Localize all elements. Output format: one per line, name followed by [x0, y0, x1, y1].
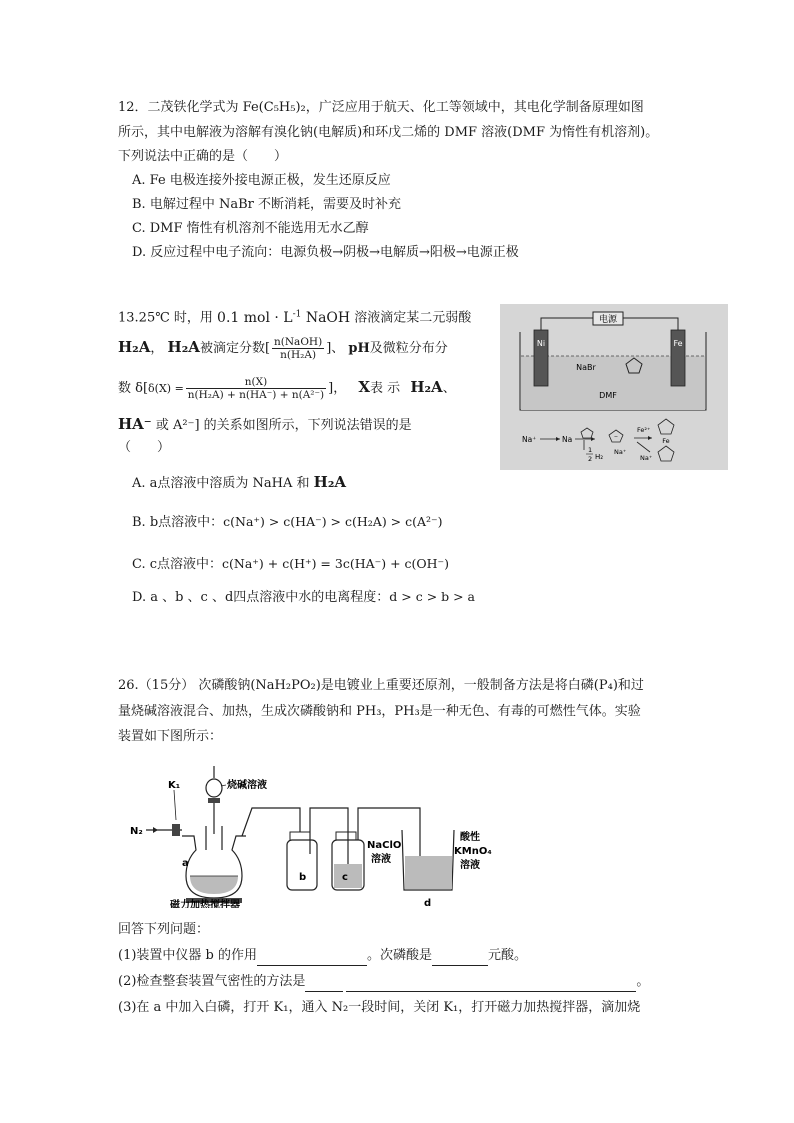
label-c: c: [342, 872, 348, 883]
q13-fraction-2: [186, 376, 326, 401]
q26-p1b: 。次磷酸是: [367, 948, 433, 963]
funnel-stopcock-icon: [208, 798, 220, 803]
dmf-label: DMF: [599, 391, 617, 400]
q13-optD-text: D. a 、b 、c 、d四点溶液中水的电离程度：: [132, 590, 390, 605]
q13-optA-text: A. a点溶液中溶质为 NaHA 和: [132, 476, 314, 491]
q13-l3c: ]，: [328, 381, 347, 396]
q26-p1-blank-2[interactable]: [432, 951, 488, 966]
q26-stem-line3: 装置如下图所示：: [118, 729, 223, 744]
q13-line4: [118, 414, 412, 436]
q13-optC-formula: c(Na⁺) + c(H⁺) = 3c(HA⁻) + c(OH⁻): [222, 556, 450, 571]
q12-option-c: C. DMF 惰性有机溶剂不能选用无水乙醇: [132, 221, 369, 236]
q26-stem-line2: 量烧碱溶液混合、加热，生成次磷酸钠和 PH₃，PH₃是一种无色、有毒的可燃性气体。实验: [118, 704, 641, 719]
nabr-label: NaBr: [576, 363, 596, 372]
q13-frac2-den: n(H₂A) + n(HA⁻) + n(A²⁻): [187, 389, 325, 401]
q13-fraction-1: [272, 336, 324, 361]
naclo-label: NaClO: [367, 840, 402, 851]
ferrocene-top-ring-icon: [658, 419, 674, 434]
q13-l2e: ]、: [326, 341, 345, 356]
k1-label: K₁: [168, 780, 181, 791]
q13-option-c: [132, 554, 449, 575]
q26-answer-intro: 回答下列问题：: [118, 922, 210, 937]
q26-p2b: 。: [636, 974, 650, 989]
q12-option-b: B. 电解过程中 NaBr 不断消耗，需要及时补充: [132, 197, 401, 212]
q13-line3: [118, 372, 456, 404]
q26-part1: [118, 946, 527, 966]
q13-ph: pH: [348, 341, 370, 356]
q13-option-b: [132, 512, 443, 533]
q26-p1a: (1)装置中仪器 b 的作用: [118, 948, 258, 963]
beaker-d-liquid: [405, 856, 452, 889]
scheme-arrowhead-1: [556, 437, 560, 441]
scheme-arrowhead-3: [648, 436, 652, 440]
scheme-na-plus-3: Na⁺: [640, 454, 653, 462]
label-b: b: [299, 872, 307, 883]
q13-h2a-2: H₂A: [167, 338, 200, 356]
q13-h2a-1: H₂A: [118, 338, 151, 356]
q13-x: X: [358, 378, 371, 396]
k1-pointer: [174, 790, 176, 820]
apparatus-diagram: [124, 758, 494, 908]
n2-arrow-icon: [153, 827, 158, 833]
q13-delta: δ(X) =: [148, 382, 184, 395]
q12-stem-line1: 12．二茂铁化学式为 Fe(C₅H₅)₂，广泛应用于航天、化工等领域中，其电化学制备原理如图: [118, 100, 644, 115]
q13-titrated-fraction: 被滴定分数[: [199, 341, 271, 356]
q13-l3a: 数 δ[: [118, 381, 149, 396]
q26-stem-line1: 26.（15分） 次磷酸钠(NaH₂PO₂)是电镀业上重要还原剂，一般制备方法是将白磷(P₄)和过: [118, 678, 644, 693]
q26-p2-blank-2[interactable]: [346, 977, 636, 992]
q13-comma: ，: [150, 341, 164, 356]
q26-part2: [118, 972, 649, 992]
bottle-c-stopper: [336, 832, 356, 840]
q13-frac1-den: n(H₂A): [280, 349, 317, 361]
apparatus-figure: [124, 758, 494, 908]
ferrocene-bottom-ring-icon: [658, 446, 674, 461]
scheme-na: Na: [562, 435, 573, 444]
kmno4-label: KMnO₄: [454, 846, 492, 857]
q13-l1d: 溶液滴定某二元弱酸: [354, 310, 472, 326]
q26-p2a: (2)检查整套装置气密性的方法是: [118, 974, 306, 989]
q13-option-a: [132, 472, 346, 494]
scheme-arrowhead-2: [591, 437, 595, 441]
ni-label: Ni: [536, 339, 546, 348]
q12-option-d: D. 反应过程中电子流向：电源负极→阴极→电解质→阳极→电源正极: [132, 245, 519, 260]
q13-optD-formula: d > c > b > a: [389, 589, 476, 604]
q26-part3: (3)在 a 中加入白磷，打开 K₁，通入 N₂一段时间，关闭 K₁，打开磁力加热搅拌器，滴加烧: [118, 1000, 641, 1015]
q12-option-a: A. Fe 电极连接外接电源正极，发生还原反应: [132, 173, 391, 188]
label-d: d: [424, 898, 432, 908]
q13-l4b: 或 A²⁻] 的关系如图所示，下列说法错误的是: [155, 418, 412, 433]
q13-optA-h2a: H₂A: [313, 473, 347, 491]
naclo-solution-label: 溶液: [371, 854, 391, 865]
n2-label: N₂: [130, 826, 143, 837]
q13-optC-text: C. c点溶液中：: [132, 557, 223, 572]
q13-l1a: 13.25℃ 时，用: [118, 310, 213, 326]
q13-line2: [118, 334, 448, 362]
scheme-na-plus-2: Na⁺: [614, 448, 627, 456]
electrolysis-figure: [500, 304, 728, 470]
q26-p2-blank-1[interactable]: [305, 977, 343, 992]
q13-conc-value: 0.1 mol · L: [217, 309, 293, 326]
q13-option-d: [132, 587, 475, 608]
kmno4-solution-label: 溶液: [460, 860, 480, 871]
scheme-half-den: 2: [588, 455, 593, 463]
q26-p1-blank-1[interactable]: [257, 951, 367, 966]
scheme-cp-icon-1: [581, 428, 593, 438]
label-a: a: [182, 858, 189, 869]
k1-valve-icon: [172, 824, 180, 836]
q13-optB-text: B. b点溶液中：: [132, 515, 224, 530]
scheme-na-plus: Na⁺: [522, 435, 537, 444]
flask-liquid: [190, 876, 238, 894]
q13-frac1-num: n(NaOH): [274, 336, 323, 348]
q13-l3g: 、: [442, 381, 456, 396]
q13-naoh: NaOH: [301, 309, 351, 326]
bottle-c-liquid: [334, 864, 362, 888]
q13-frac2-num: n(X): [186, 376, 326, 389]
bottle-b-stopper: [290, 832, 310, 840]
scheme-h2: H₂: [595, 453, 604, 461]
fe-electrode-label: Fe: [673, 339, 683, 348]
scheme-minus: −: [613, 434, 619, 440]
dropping-funnel-bulb: [206, 779, 222, 797]
q12-stem-line2: 所示，其中电解液为溶解有溴化钠(电解质)和环戊二烯的 DMF 溶液(DMF 为惰性有机溶剂)。: [118, 125, 659, 140]
scheme-fe-label: Fe: [662, 437, 670, 445]
scheme-fe2plus: Fe²⁺: [637, 426, 651, 434]
shaojian-label: 烧碱溶液: [227, 780, 267, 791]
kmno4-acid-label: 酸性: [460, 832, 480, 843]
q12-stem-line3: 下列说法中正确的是（ ）: [118, 149, 288, 164]
q13-conc: [217, 310, 350, 326]
q13-l3e: 表 示: [370, 381, 401, 396]
q13-ha-minus: HA⁻: [118, 415, 152, 433]
q13-h2a-3: H₂A: [410, 378, 443, 396]
q13-line5: （ ）: [118, 440, 171, 455]
stirrer-label: 磁力加热搅拌器: [170, 900, 240, 908]
q13-conc-exp: -1: [292, 309, 302, 319]
scheme-arrow-4: [637, 442, 650, 452]
power-label: 电源: [598, 315, 618, 325]
electrolysis-diagram: [500, 304, 728, 470]
q13-l2g: 及微粒分布分: [369, 341, 448, 356]
q13-optB-formula: c(Na⁺) > c(HA⁻) > c(H₂A) > c(A²⁻): [223, 514, 443, 529]
scheme-half-num: 1: [588, 446, 593, 454]
q26-p1c: 元酸。: [488, 948, 528, 963]
q13-line1: [118, 304, 471, 329]
